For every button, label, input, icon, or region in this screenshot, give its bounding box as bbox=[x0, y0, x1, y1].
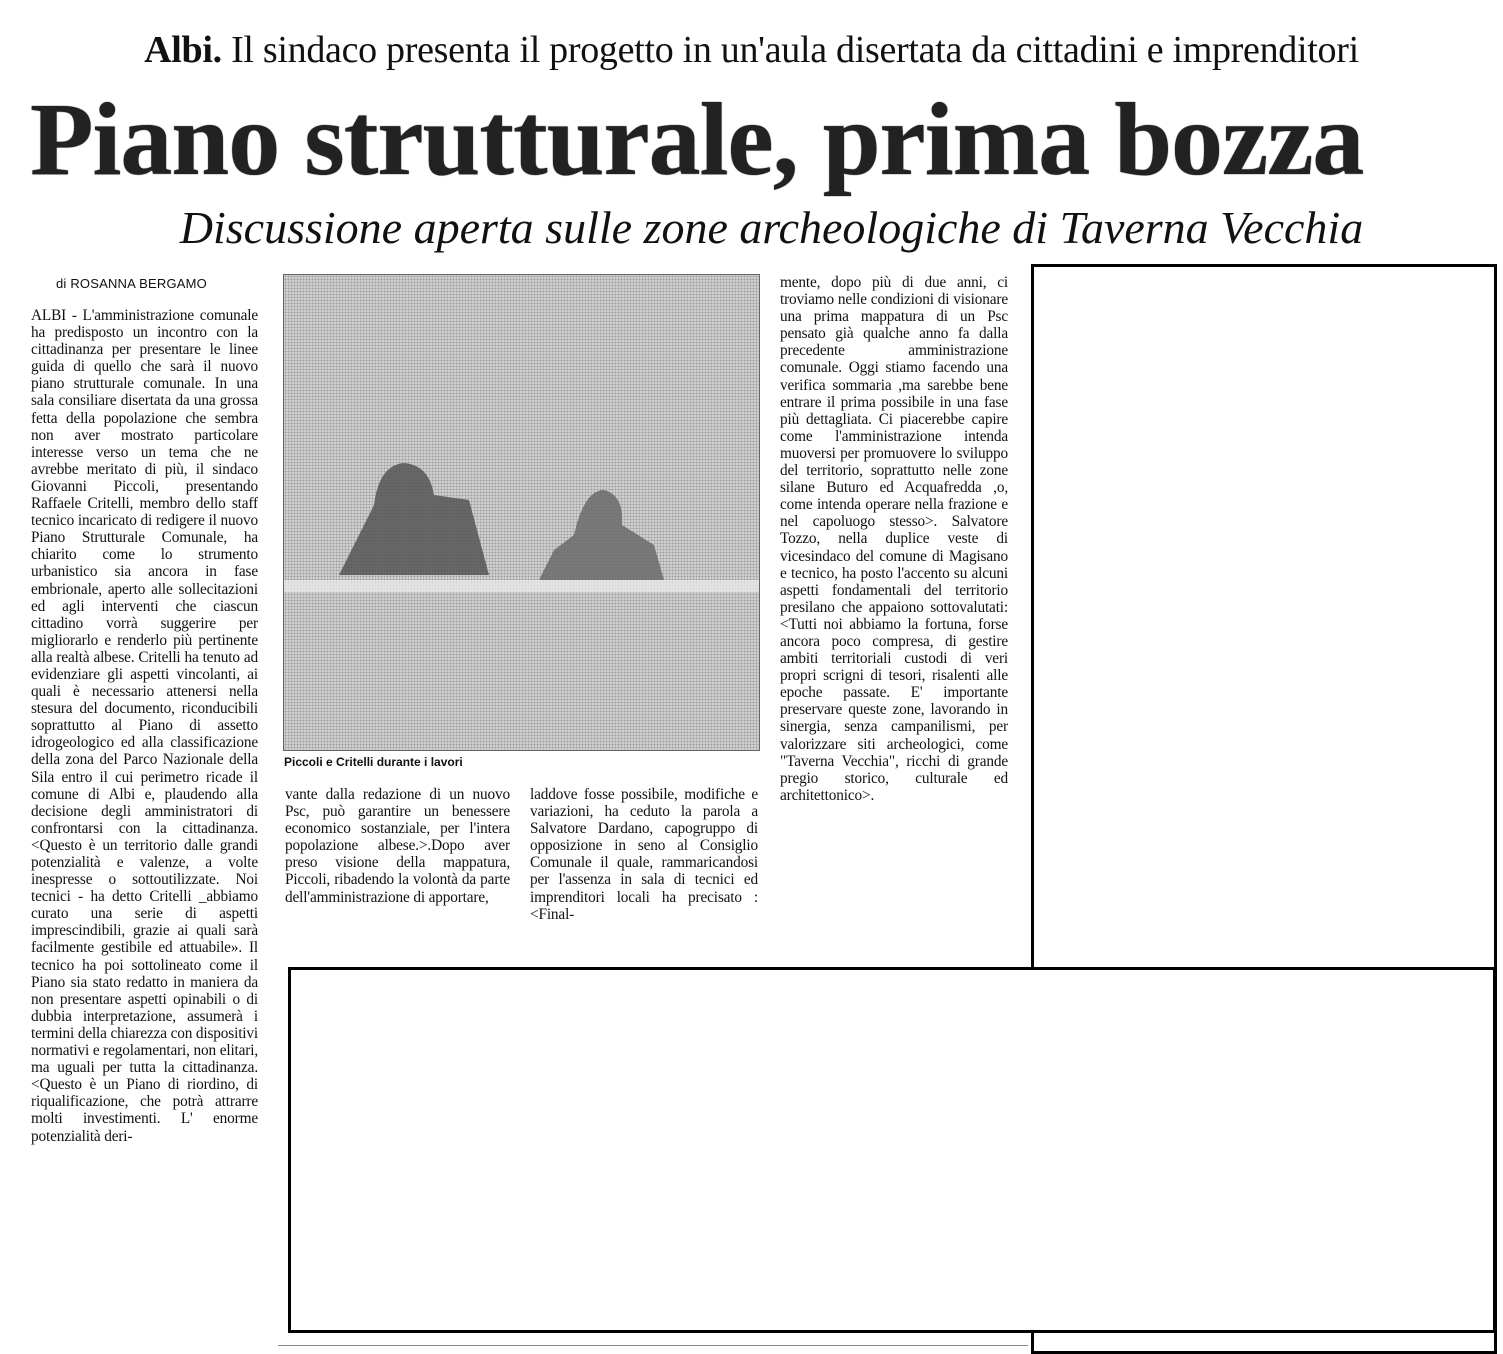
article-column-2: vante dalla redazione di un nuovo Psc, può garantire un benessere economico sostanziale, per l'intera popolazione albese.>.Dopo aver preso visione della mappatura, Piccoli, ribadendo la volontà da parte dell'amministrazione di apportare, bbox=[285, 786, 510, 906]
article-column-4: mente, dopo più di due anni, ci troviamo nelle condizioni di visionare una prima mappatura di un Psc pensato già qualche anno fa dalla precedente amministrazione comunale. Oggi stiamo facendo una verifica sommaria ,ma sarebbe bene entrare il prima possibile in una fase più dettagliata. Ci piacerebbe capire come l'amministrazione intenda muoversi per promuovere lo sviluppo del territorio, soprattutto nelle zone silane Buturo ed Acquafredda ,o, come intenda operare nella frazione e nel capoluogo stesso>. Salvatore Tozzo, nella duplice veste di vicesindaco del comune di Magisano e tecnico, ha posto l'accento su alcuni aspetti fondamentali del territorio presilano che appaiono sottovalutati: <Tutti noi abbiamo la fortuna, forse ancora poco compresa, di gestire ambiti territoriali custodi di veri propri scrigni di tesori, risalenti alle epoche passate. E' importante preservare queste zone, lavorando in sinergia, senza campanilismi, per valorizzare siti archeologici, come "Taverna Vecchia", ricchi di grande pregio storico, culturale ed architettonico>. bbox=[780, 274, 1008, 804]
article-column-3: laddove fosse possibile, modifiche e variazioni, ha ceduto la parola a Salvatore Dardano, capogruppo di opposizione in seno al Consiglio Comunale il quale, rammaricandosi per l'assenza in sala di tecnici ed imprenditori locali ha precisato : <Final- bbox=[530, 786, 758, 923]
kicker bbox=[0, 28, 1503, 72]
photo-caption: Piccoli e Critelli durante i lavori bbox=[284, 755, 463, 769]
subheadline: Discussione aperta sulle zone archeologiche di Taverna Vecchia bbox=[179, 202, 1364, 253]
photo-figures-illustration bbox=[284, 275, 759, 750]
kicker-place: Albi. bbox=[144, 29, 222, 71]
article-photo bbox=[283, 274, 760, 751]
byline: di ROSANNA BERGAMO bbox=[56, 276, 207, 291]
article-column-1: ALBI - L'amministrazione comunale ha predisposto un incontro con la cittadinanza per presentare le linee guida di quello che sarà il nuovo piano strutturale comunale. In una sala consiliare disertata da una grossa fetta della popolazione che sembra non aver mostrato particolare interesse verso un tema che ne avrebbe meritato di più, il sindaco Giovanni Piccoli, presentando Raffaele Critelli, membro dello staff tecnico incaricato di redigere il nuovo Piano Strutturale Comunale, ha chiarito come lo strumento urbanistico sia ancora in fase embrionale, aperto alle sollecitazioni ed agli interventi che ciascun cittadino vorrà suggerire per migliorarlo e renderlo più pertinente alla realtà albese. Critelli ha tenuto ad evidenziare gli aspetti vincolanti, ai quali è necessario attenersi nella stesura del documento, riconducibili soprattutto al Piano di assetto idrogeologico ed alla classificazione della zona del Parco Nazionale della Sila entro il cui perimetro ricade il comune di Albi e, plaudendo alla decisione degli amministratori di confrontarsi con la cittadinanza. <Questo è un territorio dalle grandi potenzialità e valenze, a volte inespresse o sottoutilizzate. Noi tecnici - ha detto Critelli _abbiamo curato una serie di aspetti imprescindibili, grazie ai quali sarà facilmente gestibile ed attuabile». Il tecnico ha poi sottolineato come il Piano sia stato redatto in maniera da non presentare aspetti opinabili o di dubbia interpretazione, assumerà i termini della chiarezza con dispositivi normativi e regolamentari, non elitari, ma uguali per tutta la cittadinanza.<Questo è un Piano di riordino, di riqualificazione, che potrà attrarre molti investimenti. L' enorme potenzialità deri- bbox=[31, 307, 258, 1145]
headline: Piano strutturale, prima bozza bbox=[30, 82, 1364, 197]
kicker-text: Il sindaco presenta il progetto in un'aula disertata da cittadini e imprenditori bbox=[231, 29, 1359, 71]
bottom-rule bbox=[278, 1345, 1028, 1346]
blank-frame-bottom bbox=[288, 967, 1496, 1333]
